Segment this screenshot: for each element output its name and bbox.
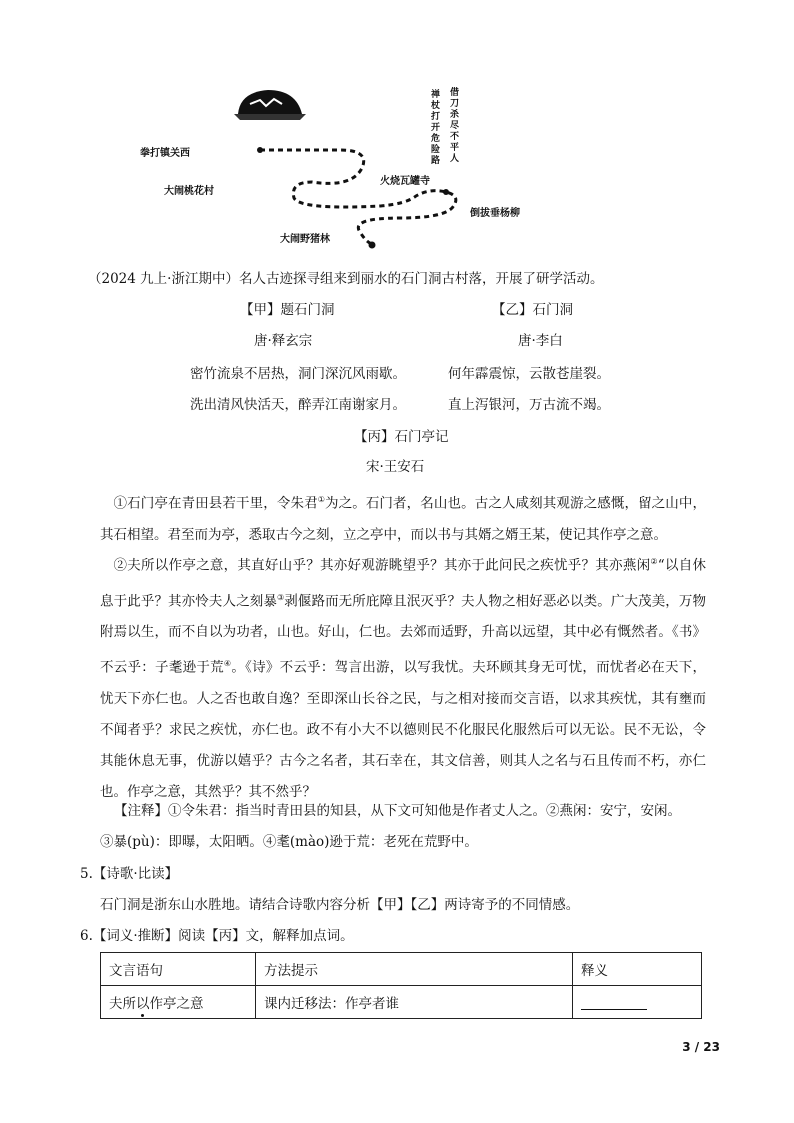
prose-c-paragraph-1: ①石门亭在青田县若干里，令朱君①为之。石门者，名山也。古之人咸刻其观游之感慨，留之山中，其石相望。君至而为亭，悉取古今之刻，立之亭中，而以书与其婿之婿王某，使记其作亭之意。 [100,495,707,543]
question-5-text: 石门洞是浙东山水胜地。请结合诗歌内容分析【甲】【乙】两诗寄予的不同情感。 [100,897,580,913]
poem-b-line-1: 何年霹震惊，云散苍崖裂。 [448,366,610,382]
table-cell-method: 课内迁移法：作亭者谁 [256,986,573,1019]
prose-c-title: 【丙】石门亭记 [354,429,449,445]
page-number: 3 / 23 [682,1040,720,1054]
poem-b-title: 【乙】石门洞 [492,302,573,318]
route-map-svg [220,84,520,254]
footnote-marker: ④ [223,659,232,668]
map-place-3: 火烧瓦罐寺 [380,176,430,187]
notes-line-2: ③暴(pù)：即曝，太阳晒。④耄(mào)逊于荒：老死在荒野中。 [100,834,478,850]
map-place-2: 大闹桃花村 [164,186,214,197]
footnote-marker: ③ [276,592,285,602]
poem-a-author: 唐·释玄宗 [254,333,313,349]
table-cell-sentence: 夫所以作亭之意 [101,986,256,1019]
table-header-cell: 文言语句 [101,953,256,986]
question-5-heading: 5.【诗歌·比读】 [80,866,179,882]
footnote-marker: ① [317,495,325,504]
map-place-4: 倒拔垂杨柳 [470,208,520,219]
poem-a-title: 【甲】题石门洞 [240,302,335,318]
prose-c-paragraph-2: ②夫所以作亭之意，其直好山乎？其亦好观游眺望乎？其亦于此问民之疾忧乎？其亦燕闲②“以自休息于此乎？其亦怜夫人之刻暴③剥偃路而无所庇障且泯灭乎？夫人物之相好恶必以类。广大茂美，万物附焉以生，而不自以为功者，山也。好山，仁也。去郊而适野，升高以远望，其中必有慨然者。《书》不云乎：子耄逊于荒④。《诗》不云乎：驾言出游，以写我忧。夫环顾其身无可忧，而忧者必在天下，忧天下亦仁也。人之否也敢自逸？至即深山长谷之民，与之相对接而交言语，以求其疾忧，其有壅而不闻者乎？求民之疾忧，亦仁也。政不有小大不以德则民不化服民化服然后可以无讼。民不无讼，令其能休息无事，优游以嬉乎？古今之名者，其石幸在，其文信善，则其人之名与石且传而不朽，亦仁也。作亭之意，其然乎？其不然乎？ [100,557,707,800]
poem-a-line-2: 洗出清风快活天，醉弄江南谢家月。 [190,397,406,413]
vocabulary-table [100,952,702,1019]
poem-b-author: 唐·李白 [518,333,563,349]
route-map-figure [140,84,520,254]
prose-c-author: 宋·王安石 [366,459,425,475]
map-vertical-label-2: 借刀杀尽不平人 [450,88,460,164]
map-vertical-label-1: 禅杖打开危险路 [431,90,441,166]
poem-a-line-1: 密竹流泉不居热，洞门深沉风雨歇。 [190,366,406,382]
dotted-word: 以 [136,996,150,1012]
map-place-5: 大闹野猪林 [280,234,330,245]
question-6-heading: 6.【词义·推断】阅读【丙】文，解释加点词。 [80,928,354,944]
table-row [101,986,702,1019]
table-header-cell: 释义 [573,953,702,986]
map-place-1: 拳打镇关西 [140,148,190,159]
intro-text: （2024 九上·浙江期中）名人古迹探寻组来到丽水的石门洞古村落，开展了研学活动。 [88,271,604,287]
mountain-icon [234,90,306,120]
footnote-marker: ② [650,557,658,566]
table-cell-answer[interactable] [573,986,702,1019]
poem-b-line-2: 直上泻银河，万古流不竭。 [448,397,610,413]
table-header-cell: 方法提示 [256,953,573,986]
notes-line-1: 【注释】①令朱君：指当时青田县的知县，从下文可知他是作者丈人之。②燕闲：安宁，安闲。 [114,803,681,819]
answer-blank[interactable] [581,995,647,1010]
table-header-row [101,953,702,986]
